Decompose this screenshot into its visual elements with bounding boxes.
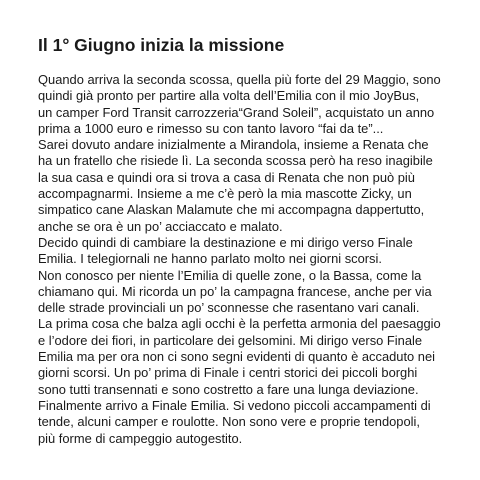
text-line: Finalmente arrivo a Finale Emilia. Si vedono piccoli accampamenti di: [38, 397, 431, 413]
text-line: un camper Ford Transit carrozzeria“Grand Soleil”, acquistato un anno: [38, 104, 435, 120]
text-line: ha un fratello che risiede lì. La seconda scossa però ha reso inagibile: [38, 153, 433, 169]
text-line: Decido quindi di cambiare la destinazione e mi dirigo verso Finale: [38, 234, 413, 250]
text-line: accompagnarmi. Insieme a me c’è però la mia mascotte Zicky, un: [38, 186, 412, 202]
text-line: anche se ora è un po’ acciaccato e malato.: [38, 218, 283, 234]
text-line: sono tutti transennati e sono costretto a fare una lunga deviazione.: [38, 381, 419, 397]
text-line: Sarei dovuto andare inizialmente a Mirandola, insieme a Renata che: [38, 137, 429, 153]
text-line: delle strade provinciali un po’ sconnesse che rasentano vari canali.: [38, 300, 420, 316]
document-title: Il 1° Giugno inizia la missione: [38, 35, 285, 55]
text-line: tende, alcuni camper e roulotte. Non sono vere e proprie tendopoli,: [38, 414, 420, 430]
text-line: Emilia. I telegiornali ne hanno parlato molto nei giorni scorsi.: [38, 251, 382, 267]
text-line: simpatico cane Alaskan Malamute che mi accompagna dappertutto,: [38, 202, 425, 218]
text-line: la sua casa e quindi ora si trova a casa di Renata che non può più: [38, 169, 415, 185]
text-line: Quando arriva la seconda scossa, quella più forte del 29 Maggio, sono: [38, 72, 441, 87]
text-line: Non conosco per niente l’Emilia di quelle zone, o la Bassa, come la: [38, 267, 422, 283]
text-line: quindi già pronto per partire alla volta dell’Emilia con il mio JoyBus,: [38, 88, 420, 104]
text-line: giorni scorsi. Un po’ prima di Finale i centri storici dei piccoli borghi: [38, 365, 418, 381]
text-line: più forme di campeggio autogestito.: [38, 430, 243, 446]
text-line: prima a 1000 euro e rimesso su con tanto lavoro “fai da te”...: [38, 120, 384, 136]
text-line: e l’odore dei fiori, in particolare dei gelsomini. Mi dirigo verso Finale: [38, 332, 423, 348]
document-body: [38, 72, 458, 447]
text-line: chiamano qui. Mi ricorda un po’ la campagna francese, anche per via: [38, 283, 432, 299]
text-line: Emilia ma per ora non ci sono segni evidenti di quanto è accaduto nei: [38, 349, 435, 365]
text-line: La prima cosa che balza agli occhi è la perfetta armonia del paesaggio: [38, 316, 441, 332]
